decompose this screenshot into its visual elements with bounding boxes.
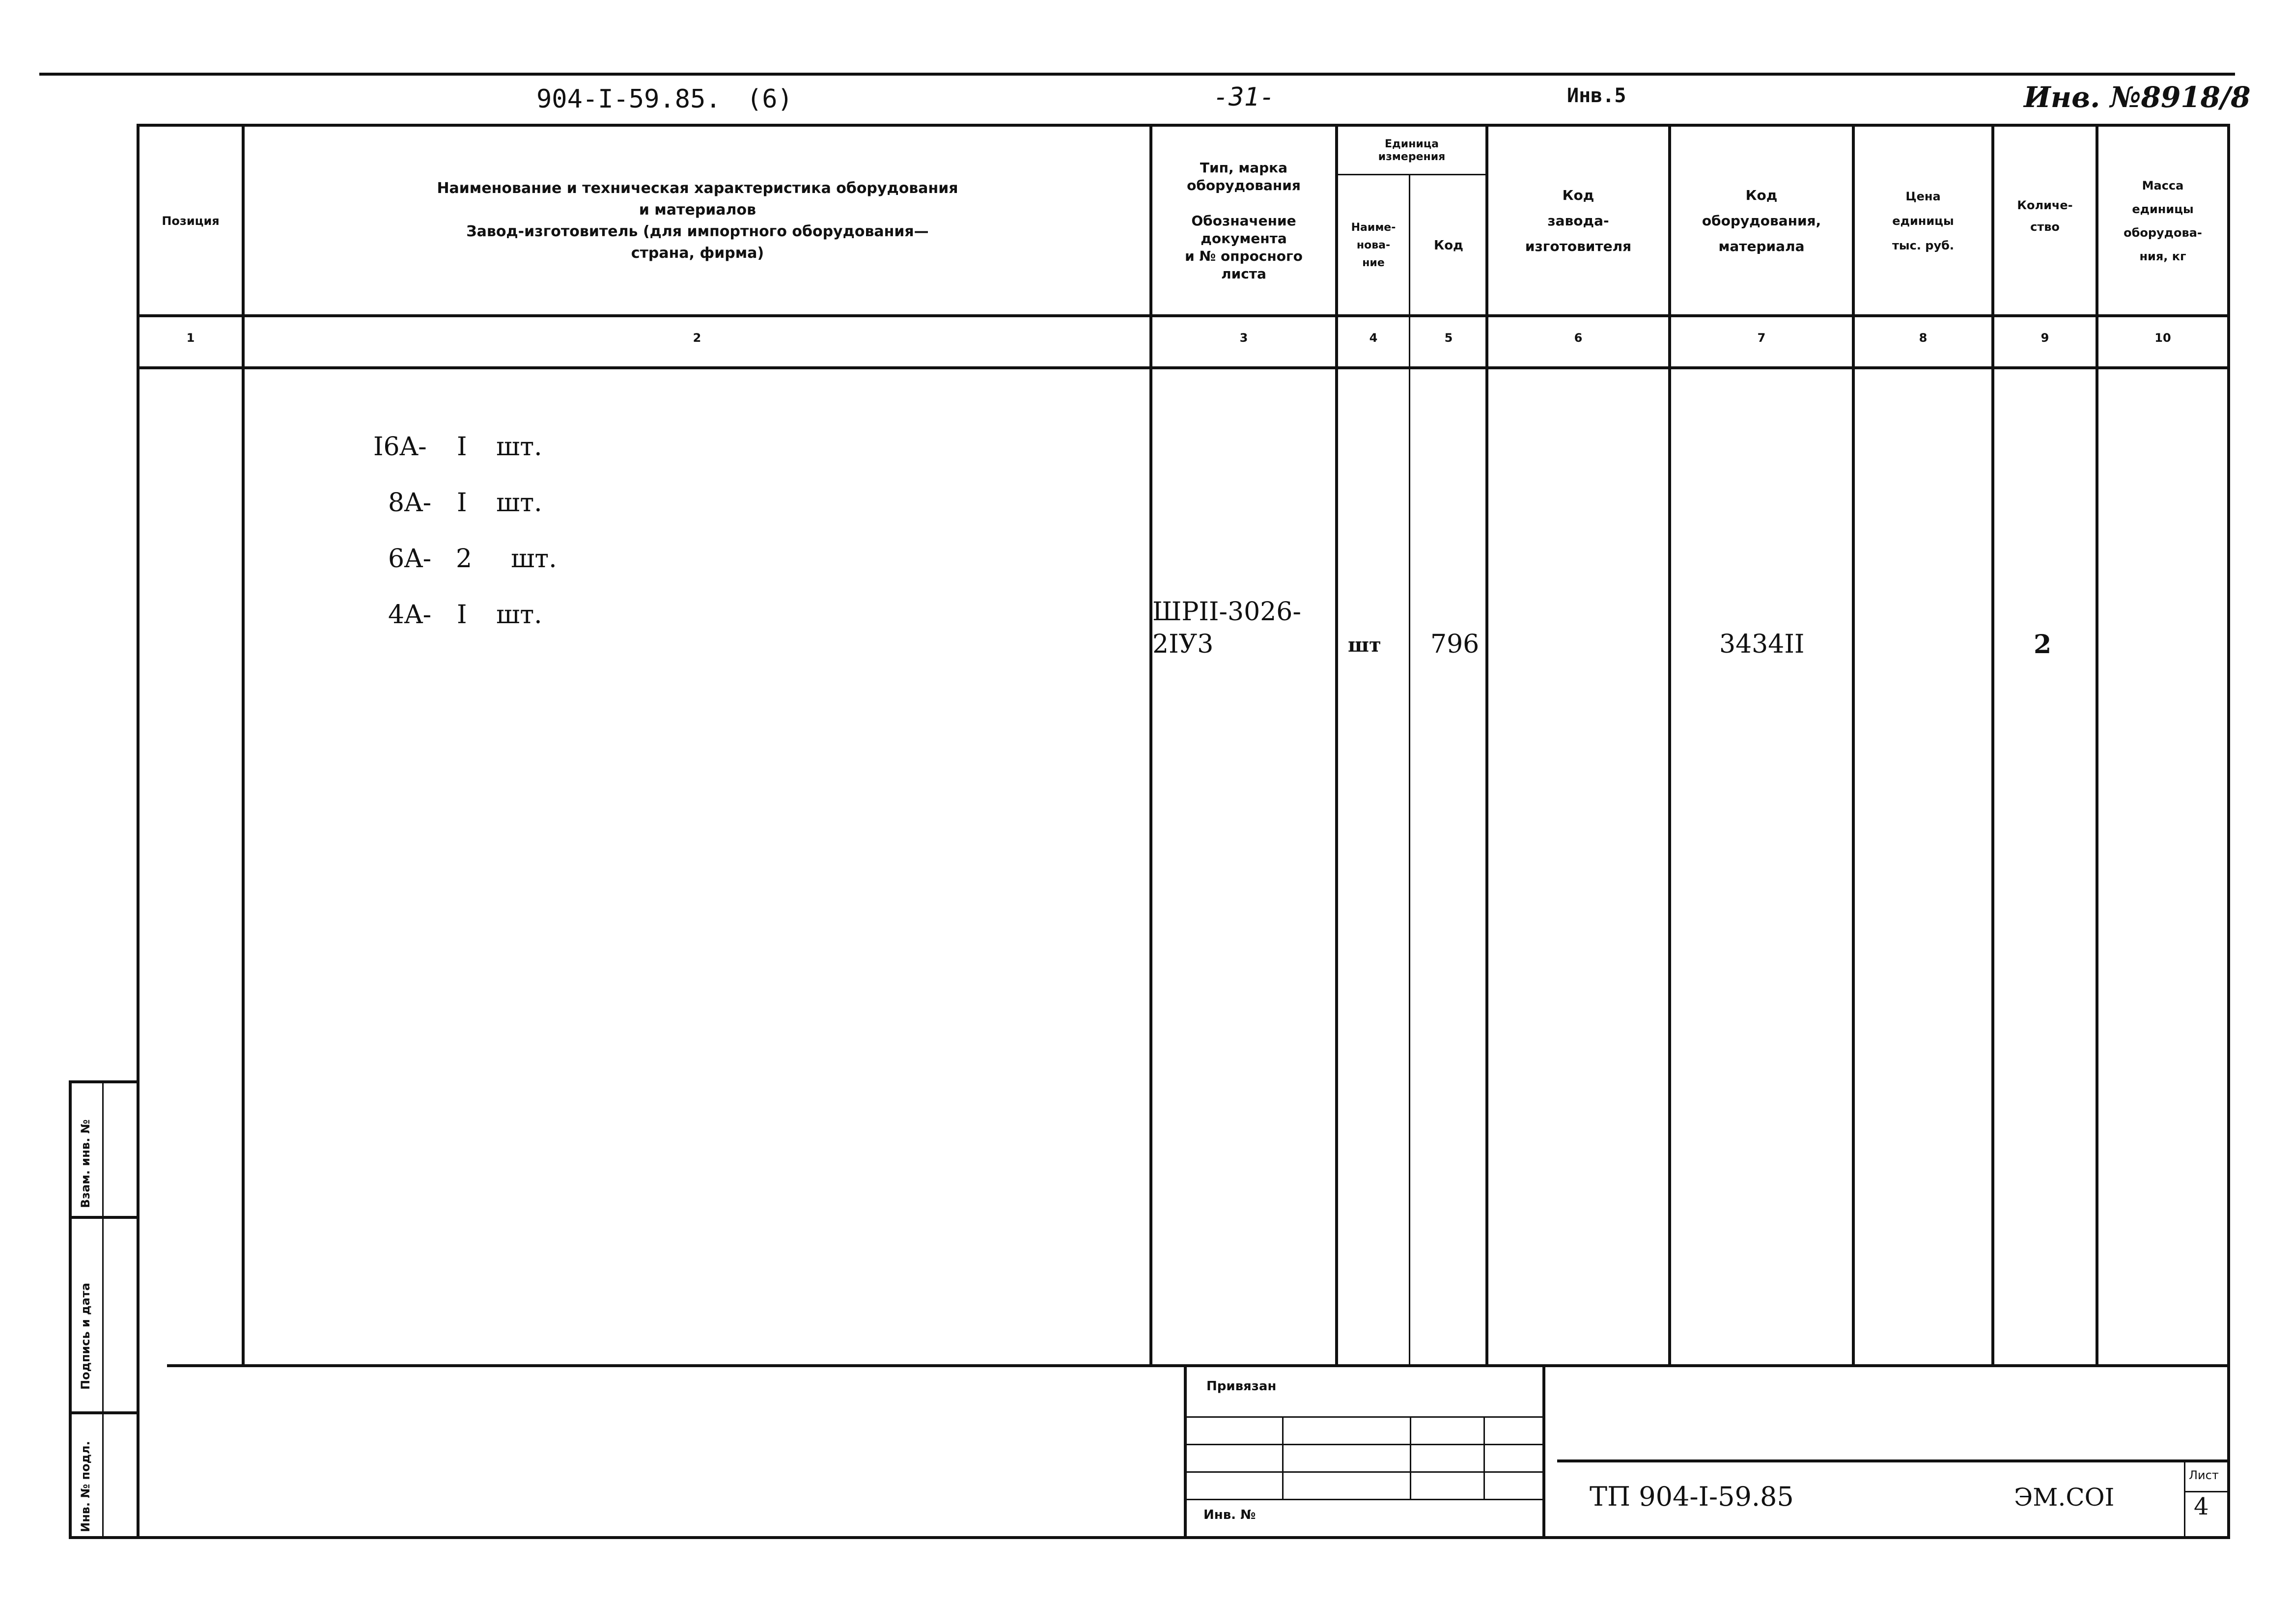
stamp-rule-3 [1184, 1471, 1542, 1473]
top-rule [39, 73, 2235, 76]
column-number-8: 8 [1919, 331, 1928, 345]
page-number: -31- [1213, 83, 1275, 112]
side-inventory-original: Инв. № подл. [79, 1441, 92, 1532]
header-unit-code: Код [1433, 238, 1464, 253]
item-line-3-size: 6A- [388, 544, 432, 574]
stamp-sheet-label: Лист [2189, 1468, 2219, 1482]
side-replaced-inventory: Взам. инв. № [79, 1119, 92, 1208]
row-quantity: 2 [2034, 630, 2052, 660]
stamp-rule-1 [1184, 1416, 1542, 1418]
row-type-line-1: ШРII-3026- [1152, 597, 1301, 627]
stamp-rule-4 [1184, 1499, 1542, 1500]
header-type: Тип, марка оборудования Обозначение документа и № опросного листа [1185, 160, 1303, 282]
frame-right [2227, 124, 2230, 1536]
stamp-rule-2 [1184, 1444, 1542, 1445]
table-top-border [137, 124, 2229, 127]
col-divider-2 [1149, 124, 1152, 1364]
header-position: Позиция [162, 214, 220, 228]
stamp-inner-divider-3 [1483, 1416, 1485, 1499]
stamp-inner-divider-1 [1282, 1416, 1284, 1499]
col-divider-3 [1335, 124, 1338, 1364]
item-line-2-count: I [457, 488, 467, 518]
item-line-3-count: 2 [456, 544, 473, 574]
stamp-left-border [1184, 1364, 1187, 1536]
item-line-4-count: I [457, 600, 467, 630]
col-divider-1 [242, 124, 245, 1364]
col-divider-7 [1852, 124, 1855, 1364]
doc-part: (6) [747, 84, 793, 114]
side-stamp-left-border [69, 1080, 72, 1536]
col-divider-8 [1991, 124, 1994, 1364]
row-unit-name: шт [1348, 633, 1381, 657]
item-line-1-size: I6A- [373, 432, 427, 462]
column-number-7: 7 [1757, 331, 1766, 345]
item-line-4-unit: шт. [496, 600, 542, 630]
col-divider-6 [1668, 124, 1671, 1364]
stamp-code: ЭМ.СОI [2014, 1483, 2115, 1512]
item-line-3-unit: шт. [511, 544, 557, 574]
item-line-2-unit: шт. [496, 488, 542, 518]
col-divider-9 [2096, 124, 2098, 1364]
row-type-line-2: 2IУ3 [1152, 630, 1214, 659]
column-number-5: 5 [1444, 331, 1453, 345]
side-signature-date: Подпись и дата [79, 1283, 92, 1390]
title-block-rule [1557, 1459, 2229, 1462]
stamp-linked-label: Привязан [1206, 1379, 1277, 1394]
header-bottom-border [137, 314, 2229, 317]
column-number-2: 2 [693, 331, 701, 345]
column-number-10: 10 [2154, 331, 2171, 345]
sheet-cell-divider [2184, 1459, 2185, 1536]
stamp-sheet-number: 4 [2194, 1493, 2209, 1520]
side-stamp-rule-2 [69, 1216, 137, 1219]
item-line-2-size: 8A- [388, 488, 432, 518]
header-unit-group: Единица измерения [1378, 138, 1446, 163]
side-stamp-divider [102, 1080, 104, 1536]
header-quantity: Количе- ство [2017, 198, 2073, 234]
column-number-4: 4 [1369, 331, 1378, 345]
table-bottom-border [167, 1364, 2230, 1367]
header-unit-name: Наиме- нова- ние [1351, 221, 1396, 269]
column-number-3: 3 [1239, 331, 1248, 345]
column-number-6: 6 [1574, 331, 1583, 345]
row-equip-code: 3434II [1719, 630, 1805, 659]
inventory-number: Инв. №8918/8 [2024, 81, 2251, 114]
stamp-right-border [1542, 1364, 1545, 1536]
side-stamp-rule-3 [69, 1411, 137, 1414]
stamp-inv-label: Инв. № [1203, 1508, 1256, 1522]
page-bottom-border [69, 1536, 2230, 1539]
unit-group-rule [1335, 174, 1485, 175]
column-number-1: 1 [186, 331, 195, 345]
header-plant-code: Код завода- изготовителя [1525, 187, 1632, 254]
sheet-cell-rule [2184, 1491, 2229, 1492]
side-stamp-rule-1 [69, 1080, 137, 1083]
row-unit-code: 796 [1430, 630, 1480, 659]
column-number-9: 9 [2040, 331, 2049, 345]
item-line-1-count: I [457, 432, 467, 462]
header-price: Цена единицы тыс. руб. [1892, 190, 1954, 252]
header-mass: Масса единицы оборудова- ния, кг [2124, 179, 2202, 263]
header-equip-code: Код оборудования, материала [1702, 187, 1821, 254]
col-divider-4 [1409, 174, 1410, 1364]
item-line-4-size: 4A- [388, 600, 432, 630]
copy-label: Инв.5 [1567, 84, 1626, 107]
stamp-designation: ТП 904-I-59.85 [1590, 1481, 1794, 1512]
item-line-1-unit: шт. [496, 432, 542, 462]
stamp-inner-divider-2 [1410, 1416, 1411, 1499]
doc-number: 904-I-59.85. [536, 84, 721, 114]
col-divider-5 [1485, 124, 1488, 1364]
column-number-bottom-border [137, 366, 2229, 369]
header-name: Наименование и техническая характеристика оборудования и материалов Завод-изготовитель (для импортного оборудования— страна, фирма) [437, 180, 958, 262]
